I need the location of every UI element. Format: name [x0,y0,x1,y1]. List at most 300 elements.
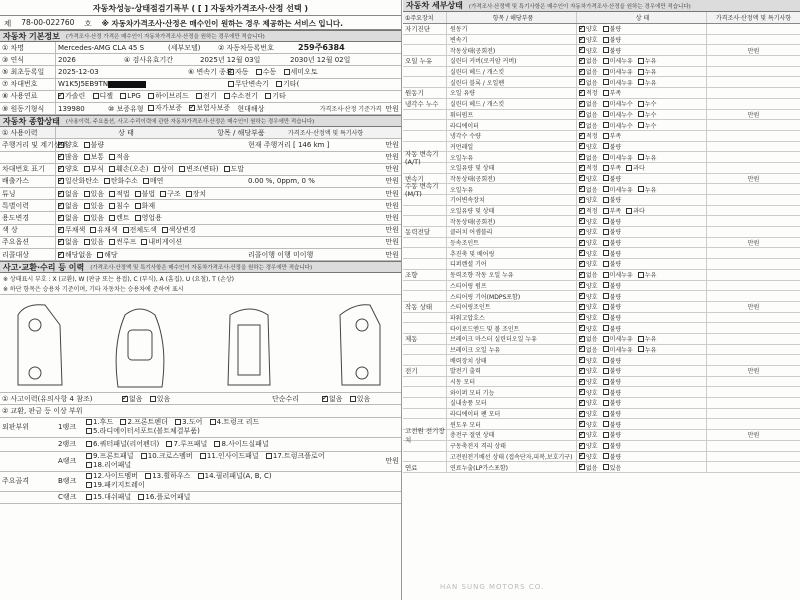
detail-state-checkbox[interactable] [603,272,609,278]
trans-manual-checkbox[interactable] [256,69,262,75]
detail-state-checkbox[interactable] [638,69,644,75]
detail-state-checkbox[interactable] [603,175,609,181]
valid-to: 2030년 12월 02일 [290,55,351,64]
detail-row-state [577,206,707,216]
detail-state-checkbox[interactable] [638,79,644,85]
detail-row-price [707,281,800,291]
trans-cvt-checkbox[interactable] [228,81,234,87]
rankA-item-front: 9.프론트패널 [93,452,134,461]
overall-option-checkbox[interactable] [90,227,96,233]
detail-state-checkbox[interactable] [603,165,609,171]
detail-state-label: 불량 [609,229,622,237]
overall-option-checkbox[interactable] [58,203,64,209]
detail-state-checkbox[interactable] [603,26,609,32]
overall-option-checkbox[interactable] [58,166,64,172]
detail-state-checkbox[interactable] [579,411,585,417]
detail-state-checkbox[interactable] [603,443,609,449]
detail-state-checkbox[interactable] [579,165,585,171]
form-title: 자동차성능·상태점검기록부 ( [ ] 자동차가격조사·산정 선택 ) [0,0,401,16]
detail-state-checkbox[interactable] [603,79,609,85]
detail-state-checkbox[interactable] [603,400,609,406]
detail-row [403,24,800,35]
detail-state-checkbox[interactable] [603,111,609,117]
valid-label: ④ 검사유효기간 [124,55,174,64]
overall-row-unit: 만원 [385,177,399,186]
overall-option-label: 불법 [141,189,156,198]
detail-state-checkbox[interactable] [579,432,585,438]
rank1-item-fender: 2.프론트펜더 [127,418,168,427]
detail-row-group: 자기진단 [403,24,447,34]
detail-state-checkbox[interactable] [603,197,609,203]
car-left-side-outline [18,305,62,385]
overall-row [0,152,401,164]
detail-row-state [577,430,707,440]
detail-row [403,398,800,409]
overall-row [0,139,401,151]
detail-state-checkbox[interactable] [603,389,609,395]
detail-state-checkbox[interactable] [579,208,585,214]
detail-row-state [577,142,707,152]
detail-row-state [577,35,707,45]
fuel-hydrogen-checkbox[interactable] [224,93,230,99]
overall-row-unit: 만원 [385,153,399,162]
overall-option-label: 영업용 [141,214,162,223]
overall-option-checkbox[interactable] [84,191,90,197]
detail-state-checkbox[interactable] [638,336,644,342]
overall-option-label: 있음 [90,189,105,198]
fuel-diesel-label: 디젤 [99,92,114,101]
overall-option-checkbox[interactable] [58,142,64,148]
detail-state-checkbox[interactable] [603,154,609,160]
detail-row-group: 원동기 [403,88,447,98]
detail-row-item: 오일누유 [447,152,577,162]
detail-row-price [707,291,800,301]
detail-state-label: 적정 [586,165,598,173]
detail-state-checkbox[interactable] [603,47,609,53]
detail-state-label: 불량 [609,389,622,397]
detail-state-label: 미세누유 [609,272,633,280]
overall-row-options [56,164,246,174]
detail-state-label: 양호 [586,325,598,333]
rankA-item-cross: 10.크로스멤버 [147,452,193,461]
detail-row-group [403,131,447,141]
detail-state-label: 불량 [609,261,622,269]
form-number-label: 제 [4,19,12,28]
detail-state-label: 양호 [586,240,598,248]
detail-state-checkbox[interactable] [579,250,585,256]
detail-state-checkbox[interactable] [603,261,609,267]
overall-option-checkbox[interactable] [84,215,90,221]
detail-state-checkbox[interactable] [626,208,632,214]
detail-row-item: 오일누유 [447,184,577,194]
detail-state-label: 누수 [644,122,657,130]
detail-state-checkbox[interactable] [579,464,585,470]
detail-state-label: 양호 [586,143,598,151]
overall-option-checkbox[interactable] [160,191,166,197]
rankB-row [0,472,401,492]
detail-state-checkbox[interactable] [579,336,585,342]
detail-row-group: 전기 [403,366,447,376]
detail-row-state [577,398,707,408]
overall-option-checkbox[interactable] [109,239,115,245]
detail-state-label: 미세누수 [609,101,633,109]
detail-state-checkbox[interactable] [579,154,585,160]
detail-row-price [707,409,800,419]
detail-row [403,67,800,78]
overall-option-label: 화재 [141,201,156,210]
detail-state-checkbox[interactable] [579,389,585,395]
rankB-item-wheelhouse: 13.휠하우스 [152,472,191,481]
overall-option-checkbox[interactable] [97,252,103,258]
simple-yes-checkbox[interactable] [350,396,356,402]
rank1-row [0,418,401,438]
detail-rows [403,24,800,473]
overall-option-checkbox[interactable] [224,166,230,172]
detail-state-checkbox[interactable] [603,101,609,107]
trans-other-checkbox[interactable] [276,81,282,87]
simple-none-checkbox[interactable] [322,396,328,402]
detail-state-checkbox[interactable] [579,368,585,374]
car-underbody-outline [228,309,270,385]
detail-state-checkbox[interactable] [603,58,609,64]
detail-state-checkbox[interactable] [579,293,585,299]
detail-col-state: 상 태 [577,12,707,23]
rankB-item-sidemember: 12.사이드멤버 [93,472,138,481]
detail-row-state [577,409,707,419]
detail-row-price [707,259,800,269]
detail-row [403,366,800,377]
detail-state-checkbox[interactable] [579,357,585,363]
trans-auto-checkbox[interactable] [228,69,234,75]
overall-option-checkbox[interactable] [186,191,192,197]
overall-option-checkbox[interactable] [109,166,115,172]
rankB-item-package: 19.패키지트레이 [93,481,145,490]
overall-row-unit: 만원 [385,140,399,149]
detail-state-checkbox[interactable] [603,432,609,438]
detail-state-checkbox[interactable] [603,346,609,352]
detail-state-checkbox[interactable] [603,122,609,128]
overall-option-checkbox[interactable] [179,166,185,172]
detail-state-checkbox[interactable] [603,357,609,363]
detail-row [403,345,800,356]
detail-row-item: 클러치 어셈블리 [447,227,577,237]
detail-state-checkbox[interactable] [603,218,609,224]
detail-state-label: 없음 [586,336,598,344]
detail-header [403,0,800,12]
detail-state-checkbox[interactable] [603,37,609,43]
overall-option-label: 렌트 [116,214,130,223]
detail-state-label: 불량 [609,411,622,419]
detail-state-checkbox[interactable] [638,272,644,278]
detail-state-label: 양호 [586,250,598,258]
detail-state-label: 양호 [586,314,598,322]
overall-option-checkbox[interactable] [58,239,64,245]
trans-semi-checkbox[interactable] [284,69,290,75]
detail-state-checkbox[interactable] [603,208,609,214]
detail-state-checkbox[interactable] [603,325,609,331]
detail-state-checkbox[interactable] [603,421,609,427]
detail-state-checkbox[interactable] [638,154,644,160]
detail-state-checkbox[interactable] [638,58,644,64]
detail-state-checkbox[interactable] [579,90,585,96]
detail-state-checkbox[interactable] [579,400,585,406]
detail-state-checkbox[interactable] [579,111,585,117]
detail-state-checkbox[interactable] [603,250,609,256]
overall-row-options [56,189,246,199]
detail-state-checkbox[interactable] [603,186,609,192]
overall-option-checkbox[interactable] [58,154,64,160]
warranty-insurer-checkbox[interactable] [189,105,195,111]
overall-option-label: 도말 [230,165,245,174]
detail-state-checkbox[interactable] [579,229,585,235]
overall-option-checkbox[interactable] [84,154,90,160]
overall-option-checkbox[interactable] [109,215,115,221]
detail-state-label: 불량 [609,443,622,451]
overall-option-checkbox[interactable] [141,239,147,245]
car-right-front-wheel [356,319,368,331]
detail-row-item: 작동상태(공회전) [447,216,577,226]
overall-option-checkbox[interactable] [135,203,141,209]
detail-state-checkbox[interactable] [603,282,609,288]
overall-option-checkbox[interactable] [84,203,90,209]
rank1-item-radiator: 5.라디에이터서포트(볼트체결부품) [93,427,200,436]
detail-state-checkbox[interactable] [579,453,585,459]
overall-option-checkbox[interactable] [84,239,90,245]
detail-state-checkbox[interactable] [603,379,609,385]
detail-state-checkbox[interactable] [579,58,585,64]
detail-row-price: 만원 [747,111,760,119]
fuel-diesel-checkbox[interactable] [93,93,99,99]
detail-row-group [403,45,447,55]
overall-option-checkbox[interactable] [135,215,141,221]
fuel-gasoline-label: 가솔린 [65,92,86,101]
overall-option-checkbox[interactable] [162,227,168,233]
detail-state-label: 불량 [609,304,622,312]
detail-row [403,195,800,206]
detail-state-checkbox[interactable] [579,379,585,385]
detail-state-checkbox[interactable] [638,111,644,117]
detail-state-checkbox[interactable] [579,143,585,149]
detail-row-item: 작동상태(공회전) [447,45,577,55]
detail-state-checkbox[interactable] [638,346,644,352]
detail-row-state [577,345,707,355]
detail-row-group [403,323,447,333]
detail-row-group: 조향 [403,270,447,280]
overall-option-label: 부식 [90,165,105,174]
form-number-suffix: 호 [84,19,92,28]
detail-state-checkbox[interactable] [579,304,585,310]
detail-state-label: 누유 [644,58,657,66]
overall-option-label: 구조 [167,189,181,198]
detail-state-label: 누유 [644,69,657,77]
detail-state-label: 미세누유 [609,346,633,354]
detail-row-item: 구동축전지 격리 상태 [447,441,577,451]
accident-none-checkbox[interactable] [122,396,128,402]
detail-state-checkbox[interactable] [579,218,585,224]
detail-state-checkbox[interactable] [603,314,609,320]
overall-option-checkbox[interactable] [58,178,64,184]
detail-state-checkbox[interactable] [579,240,585,246]
detail-state-checkbox[interactable] [579,261,585,267]
detail-state-checkbox[interactable] [579,47,585,53]
detail-state-label: 불량 [609,240,622,248]
rank1-label: 1랭크 [58,423,76,432]
parts-label: ② 교환, 판금 등 이상 부위 [2,406,83,415]
detail-state-checkbox[interactable] [603,304,609,310]
detail-state-checkbox[interactable] [603,336,609,342]
detail-row-group [403,281,447,291]
overall-option-label: 양호 [65,140,79,149]
detail-row-item: 실린더 헤드 / 개스킷 [447,67,577,77]
detail-state-checkbox[interactable] [579,443,585,449]
engine-row [0,103,401,115]
fuel-hybrid-checkbox[interactable] [148,93,154,99]
detail-row-item: 라디에이터 [447,120,577,130]
detail-state-checkbox[interactable] [579,282,585,288]
detail-state-checkbox[interactable] [579,186,585,192]
detail-row [403,99,800,110]
detail-row-state [577,77,707,87]
car-outline-diagram [0,295,400,393]
detail-state-label: 불량 [609,26,622,34]
detail-row-group [403,259,447,269]
engine-label: ⑨ 원동기형식 [0,103,56,114]
detail-row [403,77,800,88]
detail-row-state [577,24,707,34]
engine-value: 139980 [58,104,85,113]
overall-option-checkbox[interactable] [154,166,160,172]
detail-state-checkbox[interactable] [603,240,609,246]
detail-state-checkbox[interactable] [603,229,609,235]
overall-option-checkbox[interactable] [58,215,64,221]
detail-state-label: 양호 [586,400,598,408]
detail-row-item: 원동기 [447,24,577,34]
detail-state-checkbox[interactable] [579,346,585,352]
overall-option-checkbox[interactable] [123,227,129,233]
overall-option-checkbox[interactable] [109,203,115,209]
detail-state-checkbox[interactable] [638,186,644,192]
overall-option-checkbox[interactable] [104,178,110,184]
overall-option-checkbox[interactable] [143,178,149,184]
accident-legend-2: ※ 하단 항목은 승용차 기준이며, 기타 자동차는 승용차에 준하여 표시 [0,284,401,295]
detail-state-checkbox[interactable] [603,143,609,149]
fuel-electric-checkbox[interactable] [196,93,202,99]
detail-state-checkbox[interactable] [579,101,585,107]
detail-state-checkbox[interactable] [603,453,609,459]
warranty-self-checkbox[interactable] [148,105,154,111]
overall-option-checkbox[interactable] [84,166,90,172]
detail-state-checkbox[interactable] [579,79,585,85]
detail-state-checkbox[interactable] [579,26,585,32]
detail-state-label: 누수 [644,111,657,119]
overall-option-checkbox[interactable] [84,142,90,148]
detail-row-price [707,345,800,355]
detail-row-item: 배력장치 상태 [447,355,577,365]
overall-row-label: 차대번호 표기 [0,164,56,175]
detail-state-checkbox[interactable] [579,69,585,75]
detail-row-item: 연료누출(LP가스포함) [447,462,577,472]
overall-option-checkbox[interactable] [109,154,115,160]
detail-row-price: 만원 [747,432,760,440]
overall-option-checkbox[interactable] [58,227,64,233]
overall-option-label: 해당없음 [65,250,93,259]
overall-option-checkbox[interactable] [58,252,64,258]
warranty-insurer-label: 보험사보증 [196,104,231,113]
detail-state-label: 없음 [586,122,598,130]
warranty-self-label: 자가보증 [155,104,183,113]
detail-state-label: 누수 [644,101,657,109]
detail-state-checkbox[interactable] [638,122,644,128]
overall-row-unit: 만원 [385,189,399,198]
fuel-lpg-checkbox[interactable] [120,93,126,99]
car-underbody-frame [238,325,260,375]
detail-row-state [577,302,707,312]
accident-yes-checkbox[interactable] [150,396,156,402]
watermark-text: HAN SUNG MOTORS CO. [440,583,545,591]
detail-row-group [403,398,447,408]
detail-state-label: 불량 [609,432,622,440]
detail-state-checkbox[interactable] [638,101,644,107]
detail-state-checkbox[interactable] [626,165,632,171]
detail-state-checkbox[interactable] [579,421,585,427]
detail-state-checkbox[interactable] [603,368,609,374]
detail-state-checkbox[interactable] [603,293,609,299]
overall-option-checkbox[interactable] [135,191,141,197]
detail-state-checkbox[interactable] [603,133,609,139]
detail-row [403,227,800,238]
detail-row-item: 실린더 블록 / 오일팬 [447,77,577,87]
detail-row-price [707,355,800,365]
fuel-other-checkbox[interactable] [265,93,271,99]
detail-state-checkbox[interactable] [603,69,609,75]
overall-option-label: 있음 [90,214,105,223]
detail-state-checkbox[interactable] [603,90,609,96]
detail-state-checkbox[interactable] [579,37,585,43]
overall-row [0,188,401,200]
detail-row-state [577,248,707,258]
fuel-gasoline-checkbox[interactable] [58,93,64,99]
price-label: 가격조사·산정 기준가격 [319,106,382,114]
detail-state-label: 없음 [586,154,598,162]
detail-row-state [577,152,707,162]
detail-state-checkbox[interactable] [579,197,585,203]
detail-row-group [403,355,447,365]
detail-state-checkbox[interactable] [579,175,585,181]
reg-no-value: 259주6384 [298,43,345,53]
detail-state-label: 불량 [609,197,622,205]
detail-state-label: 미세누수 [609,111,633,119]
detail-state-label: 양호 [586,368,598,376]
overall-option-checkbox[interactable] [58,191,64,197]
detail-row-item: 라디에이터 팬 모터 [447,409,577,419]
detail-state-checkbox[interactable] [579,314,585,320]
detail-row [403,45,800,56]
overall-option-checkbox[interactable] [109,191,115,197]
detail-row-state [577,355,707,365]
detail-state-checkbox[interactable] [603,464,609,470]
detail-state-checkbox[interactable] [579,325,585,331]
detail-state-checkbox[interactable] [579,133,585,139]
detail-state-checkbox[interactable] [603,411,609,417]
detail-row [403,35,800,46]
detail-state-checkbox[interactable] [579,122,585,128]
overall-option-label: 해당 [104,250,118,259]
detail-state-checkbox[interactable] [579,272,585,278]
car-diagram-area [0,295,401,393]
detail-row-state [577,67,707,77]
detail-state-label: 미세누유 [609,58,633,66]
rank2-item-quarter: 6.쿼터패널(리어펜더) [93,440,160,449]
